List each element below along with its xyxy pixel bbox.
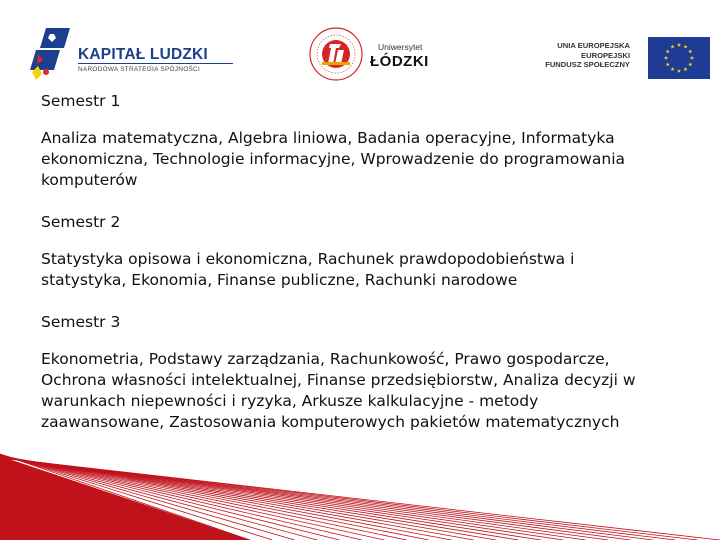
semester-3-heading: Semestr 3: [41, 313, 121, 331]
semester-2-subjects: [41, 249, 716, 291]
semester-1-line: komputerów: [41, 171, 138, 189]
semester-3-line: warunkach niepewności i ryzyka, Arkusze kalkulacyjne - metody: [41, 392, 539, 410]
unia-europejska-logo: [545, 32, 710, 80]
decorative-swoosh: [0, 448, 720, 540]
semester-list: [41, 91, 716, 454]
semester-1-heading: Semestr 1: [41, 92, 121, 110]
semester-2-line: statystyka, Ekonomia, Finanse publiczne, Rachunki narodowe: [41, 271, 518, 289]
kapital-ludzki-subtitle: NARODOWA STRATEGIA SPÓJNOŚCI: [78, 66, 201, 73]
semester-1-line: Analiza matematyczna, Algebra liniowa, Badania operacyjne, Informatyka: [41, 129, 615, 147]
university-name-big: ŁÓDZKI: [370, 53, 429, 70]
eu-text-line1: UNIA EUROPEJSKA: [557, 41, 630, 50]
semester-3-line: zaawansowane, Zastosowania komputerowych pakietów matematycznych: [41, 413, 620, 431]
eu-text-line3: FUNDUSZ SPOŁECZNY: [545, 60, 630, 70]
kapital-ludzki-title: KAPITAŁ LUDZKI: [78, 46, 208, 63]
kapital-ludzki-logo: [30, 26, 210, 82]
decorative-wedge: [0, 456, 250, 540]
semester-2-line: Statystyka opisowa i ekonomiczna, Rachunek prawdopodobieństwa i: [41, 250, 575, 268]
semester-3-subjects: [41, 349, 716, 433]
university-name-small: Uniwersytet: [378, 42, 423, 52]
uniwersytet-lodzki-logo: [308, 26, 438, 82]
semester-1-subjects: [41, 128, 716, 191]
semester-3: [41, 312, 716, 433]
kapital-ludzki-emblem-icon: [30, 26, 76, 82]
eu-text-line2: EUROPEJSKI: [581, 50, 630, 60]
eu-text: [545, 41, 630, 70]
semester-2-heading: Semestr 2: [41, 213, 121, 231]
eu-flag-icon: [648, 37, 710, 79]
semester-2: [41, 212, 716, 291]
university-seal-icon: [308, 26, 364, 82]
semester-3-line: Ekonometria, Podstawy zarządzania, Rachunkowość, Prawo gospodarcze,: [41, 350, 610, 368]
semester-3-line: Ochrona własności intelektualnej, Finanse przedsiębiorstw, Analiza decyzji w: [41, 371, 636, 389]
semester-1-line: ekonomiczna, Technologie informacyjne, Wprowadzenie do programowania: [41, 150, 626, 168]
semester-1: [41, 91, 716, 191]
kapital-ludzki-divider: [78, 63, 233, 64]
